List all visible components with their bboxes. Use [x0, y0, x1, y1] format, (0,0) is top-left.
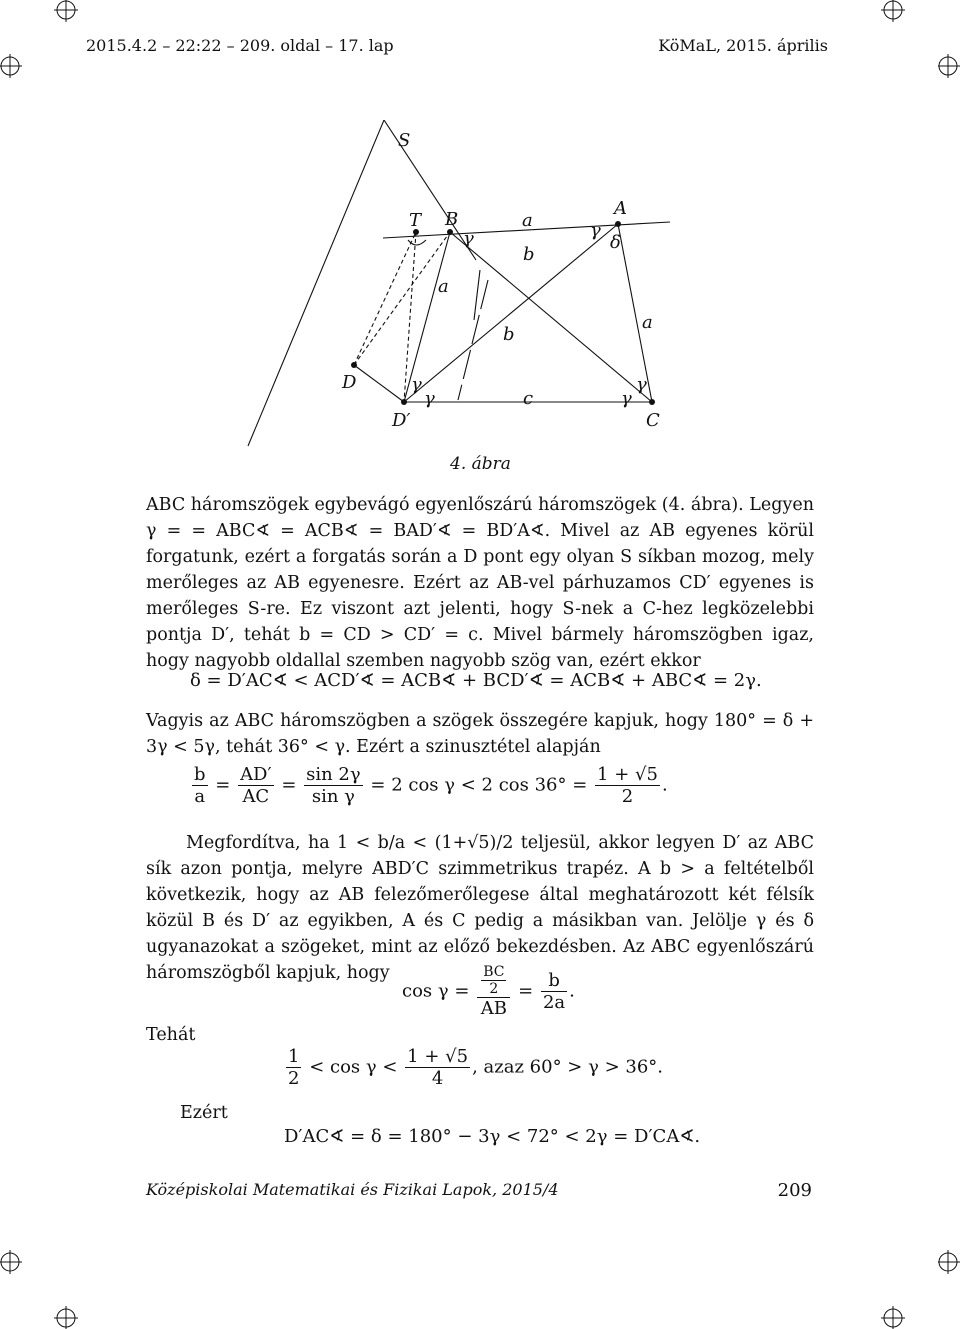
label-gamma-b: γ — [463, 228, 474, 249]
plane-edge-left — [248, 120, 384, 446]
equation-2-tail: = 2 cos γ < 2 cos 36° = — [370, 774, 588, 796]
paragraph-3: Megfordítva, ha 1 < b/a < (1+√5)/2 teljesül, akkor legyen D′ az ABC sík azon pontja, melyre ABD′C szimmetrikus trapéz. A b > a feltételből következik, hogy az AB felezőmerőlegese által meghatározott két félsík közül B és D′ az egyikben, A és C pedig a másikban van. Jelölje γ és δ ugyanazokat a szögeket, mint az előző bekezdésben. Az ABC egyenlőszárú háromszögből kapjuk, hogy — [146, 833, 814, 983]
label-plane-s: S — [398, 130, 411, 151]
label-side-a-top: a — [522, 210, 533, 231]
page-footer-journal: Középiskolai Matematikai és Fizikai Lapok, 2015/4 — [146, 1180, 559, 1199]
equation-2: $\frac{b}{a}$ = $\frac{AD'}{AC}$ = $\frac{\sin 2\gamma}{\text{sin γ}}$ = 2 cos γ < 2 cos 36° = $\frac{1 + √5}{2}$ . — [194, 764, 668, 807]
label-c: C — [646, 410, 660, 431]
label-a: A — [614, 198, 627, 219]
label-ezert: Ezért — [180, 1103, 228, 1123]
dashed-dt — [354, 232, 416, 365]
equation-5: D′AC∢ = δ = 180° − 3γ < 72° < 2γ = D′CA∢. — [284, 1126, 701, 1147]
label-delta: δ — [610, 232, 621, 253]
label-gamma-c2: γ — [621, 388, 632, 409]
equation-3-left: cos γ = — [402, 980, 470, 1002]
dashed-db — [354, 232, 450, 365]
page-header-left: 2015.4.2 – 22:22 – 209. oldal – 17. lap — [86, 36, 394, 55]
equation-4-right: , azaz 60° > γ > 36°. — [472, 1056, 664, 1078]
label-d: D — [342, 372, 357, 393]
label-side-c: c — [523, 388, 534, 409]
page-header-right: KöMaL, 2015. április — [658, 36, 828, 55]
label-gamma-d2: γ — [424, 388, 435, 409]
point-c — [649, 399, 655, 405]
label-gamma-d1: γ — [411, 374, 422, 395]
point-d — [351, 362, 357, 368]
paragraph-2: Vagyis az ABC háromszögben a szögek összegére kapjuk, hogy 180° = δ + 3γ < 5γ, tehát 36° < γ. Ezért a szinusztétel alapján — [146, 711, 814, 757]
segment-dd — [354, 365, 404, 402]
page-number: 209 — [777, 1180, 812, 1201]
label-side-b-top: b — [523, 244, 535, 265]
geometry-figure — [0, 120, 960, 450]
point-dprime — [401, 399, 407, 405]
label-tehat: Tehát — [146, 1025, 196, 1045]
label-side-a-right: a — [642, 312, 653, 333]
label-side-b-mid: b — [503, 324, 515, 345]
label-side-a-left: a — [438, 276, 449, 297]
label-t: T — [409, 210, 422, 231]
label-gamma-c1: γ — [636, 374, 647, 395]
equation-4: $\frac{1}{2}$ < cos γ < $\frac{1 + √5}{4}$ , azaz 60° > γ > 36°. — [288, 1046, 664, 1089]
tick-a — [474, 270, 480, 320]
label-b: B — [445, 209, 459, 230]
paragraph-1: ABC háromszögek egybevágó egyenlőszárú háromszögek (4. ábra). Legyen γ = = ABC∢ = ACB∢ = BAD′∢ = BD′A∢. Mivel az AB egyenes körül forgatunk, ezért a forgatás során a D pont egy olyan S síkban mozog, mely merőleges az AB egyenesre. Ezért az AB-vel párhuzamos CD′ egyenes is merőleges S-re. Ez viszont azt jelenti, hogy S-nek a C-hez legközelebbi pontja D′, tehát b = CD > CD′ = c. Mivel bármely háromszögben igaz, hogy nagyobb oldallal szemben nagyobb szög van, ezért ekkor — [146, 495, 814, 671]
side-bc — [450, 232, 652, 402]
equation-3: cos γ = $\frac{\frac{BC}{2}}{AB}$ = $\frac{b}{2a}$ . — [402, 964, 575, 1019]
equation-1: δ = D′AC∢ < ACD′∢ = ACB∢ + BCD′∢ = ACB∢ + ABC∢ = 2γ. — [190, 670, 762, 691]
point-a — [615, 221, 621, 227]
label-dprime: D′ — [392, 410, 411, 431]
label-gamma-a: γ — [590, 220, 601, 241]
dashed-parallel — [458, 280, 488, 400]
equation-4-mid: < cos γ < — [309, 1056, 398, 1078]
figure-caption: 4. ábra — [450, 454, 511, 474]
